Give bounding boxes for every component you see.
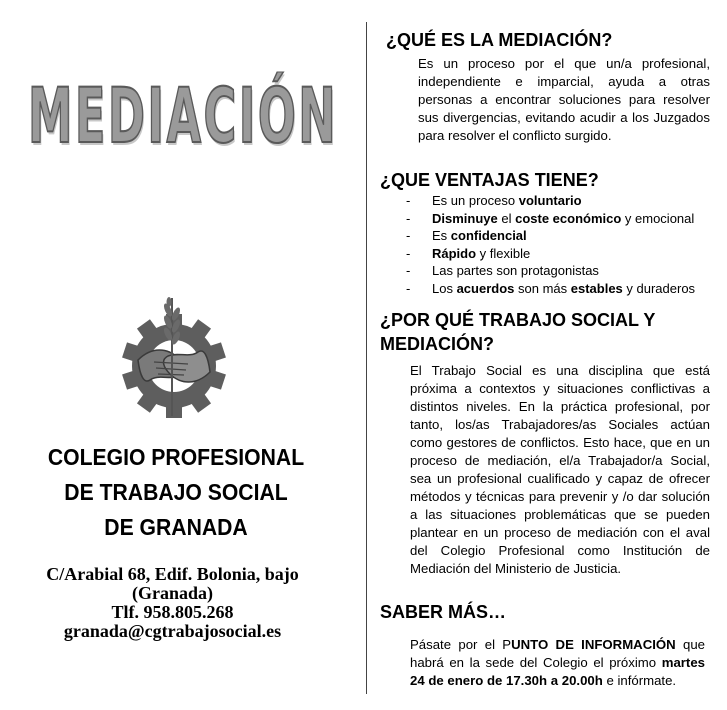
address-line-2: (Granada) xyxy=(132,583,213,603)
list-dash: - xyxy=(406,280,411,296)
phone: Tlf. 958.805.268 xyxy=(111,602,234,622)
college-line-1: COLEGIO PROFESIONAL xyxy=(47,444,305,470)
text-why: El Trabajo Social es una disciplina que está próxima a contextos y situaciones conflictivas a distintos niveles. En la práctica profesional, por tanto, los/as Trabajadores/as Sociales actúan como gestores de conflictos. Esto hace, que en un proceso de mediación, el/a Trabajador/a Social, sea un profesional cualificado y capaz de ofrecer métodos y técnicas para prevenir y /o dar solución a las situaciones problemáticas que se pueden plantear en un proceso de mediación con el aval del Colegio Profesional como Institución de Mediación del Ministerio de Justicia. xyxy=(410,363,710,576)
text-what: Es un proceso por el que un/a profesional, independiente e imparcial, ayuda a otras personas a encontrar soluciones para resolver sus divergencias, evitando acudir a los Juzgados para resolver el conflicto surgido. xyxy=(418,56,710,143)
email: granada@cgtrabajosocial.es xyxy=(63,621,282,641)
list-dash: - xyxy=(406,210,411,226)
list-item: - Es confidencial xyxy=(406,228,527,244)
list-item: - Las partes son protagonistas xyxy=(406,263,599,279)
list-item: - Rápido y flexible xyxy=(406,245,531,261)
left-panel xyxy=(0,0,362,710)
list-dash: - xyxy=(406,263,411,279)
address-line-1: C/Arabial 68, Edif. Bolonia, bajo xyxy=(46,564,299,584)
heading-advantages: ¿QUE VENTAJAS TIENE? xyxy=(380,170,599,190)
college-name xyxy=(32,440,319,545)
list-item: - Es un proceso voluntario xyxy=(406,193,582,208)
college-line-3: DE GRANADA xyxy=(104,514,248,540)
text-more: Pásate por el PUNTO DE INFORMACIÓN que habrá en la sede del Colegio el próximo martes 24 de enero de 17.30h a 20.00h e infórmate. xyxy=(410,637,706,688)
brochure-title: MEDIACIÓN xyxy=(28,71,339,160)
gear-hands-wheat-icon xyxy=(122,296,226,418)
right-panel xyxy=(378,0,718,710)
heading-why-line-1: ¿POR QUÉ TRABAJO SOCIAL Y xyxy=(380,310,656,330)
list-dash: - xyxy=(406,245,411,261)
list-dash: - xyxy=(406,193,411,208)
heading-why-line-2: MEDIACIÓN? xyxy=(380,334,494,354)
column-divider xyxy=(366,22,367,694)
advantages-list xyxy=(378,192,718,298)
college-line-2: DE TRABAJO SOCIAL xyxy=(64,479,288,505)
heading-why xyxy=(380,308,655,356)
heading-what: ¿QUÉ ES LA MEDIACIÓN? xyxy=(386,30,613,50)
heading-more: SABER MÁS… xyxy=(380,602,507,622)
list-dash: - xyxy=(406,228,411,244)
list-item: - Disminuye el coste económico y emocional xyxy=(406,210,695,226)
list-item: - Los acuerdos son más estables y duraderos xyxy=(406,280,696,296)
contact-block xyxy=(0,565,345,641)
